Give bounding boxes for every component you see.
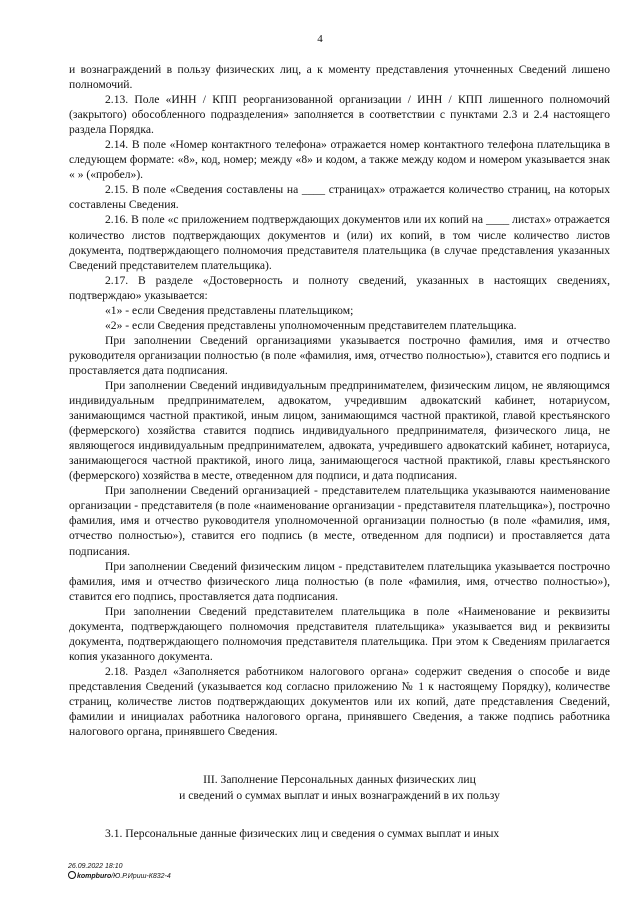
paragraph-3-1: 3.1. Персональные данные физических лиц и сведения о суммах выплат и иных xyxy=(105,827,500,840)
footer-source xyxy=(68,871,171,881)
section-heading-line-1: III. Заполнение Персональных данных физических лиц xyxy=(203,773,476,786)
paragraph: При заполнении Сведений физическим лицом - представителем плательщика указывается построчно фамилия, имя и отчество физического лица полностью (в поле «фамилия, имя, отчество полностью»), ставится его подпись, проставляется дата подписания. xyxy=(69,559,610,603)
footer-code: /Ю.Р.Ириш-К832-4 xyxy=(111,873,171,880)
paragraph: При заполнении Сведений организацией - представителем плательщика указываются наименование организации - представителя (в поле «наименование организации - представителя плательщика»), построчно фамилия, имя и отчество руководителя уполномоченной организации полностью (в поле «фамилия, имя, отчество полностью»), ставится его подпись (в месте, отведенном для подписи) и проставляется дата подписания. xyxy=(69,484,610,558)
section-heading-line-2: и сведений о суммах выплат и иных вознаграждений в их пользу xyxy=(179,788,500,802)
paragraph: При заполнении Сведений организациями указывается построчно фамилия, имя и отчество руководителя организации полностью (в поле «фамилия, имя, отчество полностью»), ставится его подпись и проставляется дата подписания. xyxy=(69,333,610,377)
paragraph: 2.16. В поле «с приложением подтверждающих документов или их копий на ____ листах» отражается количество листов подтверждающих документов и (или) их копий, в том числе количество листов документа, подтверждающего полномочия представителя плательщика (в случае представления указанных Сведений представителем плательщика). xyxy=(69,213,610,272)
paragraph: 2.18. Раздел «Заполняется работником налогового органа» содержит сведения о способе и виде представления Сведений (указывается код согласно приложению № 1 к настоящему Порядку), количестве страниц, количестве листов подтверждающих документов или их копий, дате представления Сведений, фамилии и инициалах работника налогового органа, принявшего Сведения, а также подпись работника налогового органа, принявшего Сведения. xyxy=(69,664,610,739)
paragraph: При заполнении Сведений представителем плательщика в поле «Наименование и реквизиты документа, подтверждающего полномочия представителя плательщика» указывается вид и реквизиты документа, подтверждающего полномочия представителя плательщика. При этом к Сведениям прилагается копия указанного документа. xyxy=(69,604,610,663)
paragraph: 2.15. В поле «Сведения составлены на ____ страницах» отражается количество страниц, на которых составлены Сведения. xyxy=(69,183,610,212)
page-number: 4 xyxy=(317,33,323,45)
footer xyxy=(68,862,171,881)
paragraph: 2.14. В поле «Номер контактного телефона» отражается номер контактного телефона плательщика в следующем формате: «8», код, номер; между «8» и кодом, а также между кодом и номером указывается знак « » («пробел»). xyxy=(69,138,610,182)
footer-brand: kompburo xyxy=(77,873,112,880)
paragraph: и вознаграждений в пользу физических лиц, а к моменту представления уточненных Сведений лишено полномочий. xyxy=(69,63,610,92)
paragraph: При заполнении Сведений индивидуальным предпринимателем, физическим лицом, не являющимся индивидуальным предпринимателем, адвокатом, учредившим адвокатский кабинет, нотариусом, занимающимся частной практикой, иным лицом, занимающимся частной практикой, главой крестьянского (фермерского) хозяйства ставится подпись индивидуального предпринимателя, физического лица, не являющегося индивидуальным предпринимателем, адвоката, учредившего адвокатский кабинет, нотариуса, занимающегося частной практикой, иного лица, занимающегося частной практикой, главы крестьянского (фермерского) хозяйства в месте, отведенном для подписи, и дата подписания. xyxy=(69,378,610,483)
paragraph: 2.17. В разделе «Достоверность и полноту сведений, указанных в настоящих сведениях, подтверждаю» указывается: xyxy=(69,273,610,302)
paragraph: 2.13. Поле «ИНН / КПП реорганизованной организации / ИНН / КПП лишенного полномочий (закрытого) обособленного подразделения» заполняется в соответствии с пунктами 2.3 и 2.4 настоящего раздела Порядка. xyxy=(69,93,610,137)
kompburo-logo-icon xyxy=(68,871,76,879)
paragraph: «2» - если Сведения представлены уполномоченным представителем плательщика. xyxy=(105,318,517,332)
document-body xyxy=(69,62,610,739)
paragraph: «1» - если Сведения представлены плательщиком; xyxy=(105,303,354,317)
section-heading xyxy=(69,772,610,803)
footer-date: 26.09.2022 18:10 xyxy=(68,863,123,870)
